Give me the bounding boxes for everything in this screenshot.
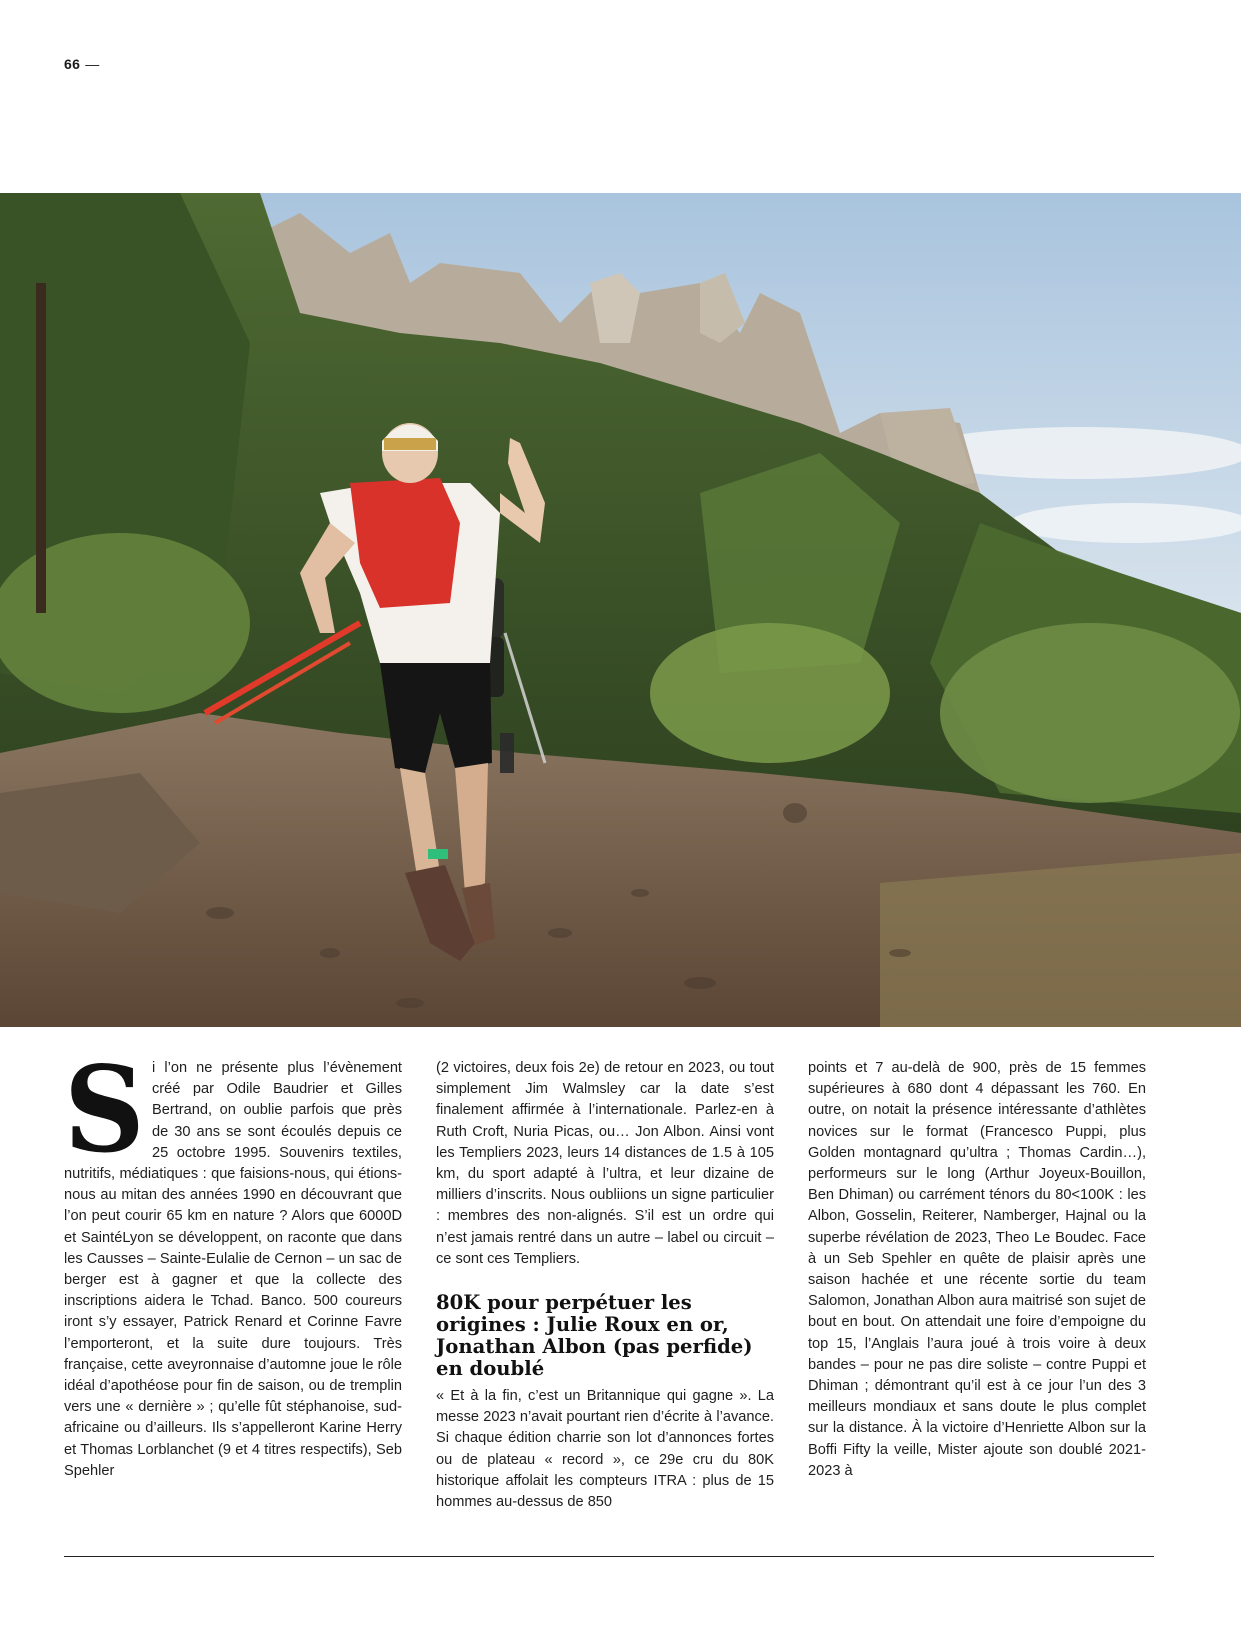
drop-cap: S bbox=[63, 1040, 145, 1179]
column-3 bbox=[808, 1058, 1146, 1482]
trail-runner-photo bbox=[0, 193, 1241, 1027]
page-folio bbox=[64, 56, 100, 72]
intro-text: i l’on ne présente plus l’évènement créé par Odile Baudrier et Gilles Bertrand, on oublie parfois que près de 30 ans se sont écoulés depuis ce 25 octobre 1995. Souvenirs textiles, nutritifs, médiatiques : que faisions-nous, qui étions-nous au mitan des années 1990 en découvrant que l’on peut courir 65 km en nature ? Alors que 6000D et SaintéLyon se développent, on raconte que dans les Causses – Sainte-Eulalie de Cernon – un sac de berger est à gagner et que la collecte des inscriptions aidera le Tchad. Banco. 500 coureurs iront s’y essayer, Patrick Renard et Corinne Favre l’emporteront, et la suite dure toujours. Très française, cette aveyronnaise d’automne joue le rôle idéal d’apothéose pour fin de saison, ou de tremplin vers une « dernière » ; qu’elle fût stéphanoise, sud-africaine ou d’ailleurs. Ils s’appelleront Karine Herry et Thomas Lorblanchet (9 et 4 titres respectifs), Seb Spehler bbox=[64, 1060, 402, 1479]
intro-paragraph bbox=[63, 1040, 402, 1482]
folio-dash: — bbox=[85, 56, 100, 72]
body-paragraph-3: points et 7 au-delà de 900, près de 15 femmes supérieures à 680 dont 4 dépassant les 760. En outre, on notait la présence intéressante d’athlètes novices sur le format (Francesco Puppi, plus Golden montagnard qu’ultra ; Thomas Cardin…), performeurs sur le long (Arthur Joyeux-Bouillon, Ben Dhiman) ou carrément ténors du 80<100K : les Albon, Gosselin, Reiterer, Namberger, Hajnal ou la superbe révélation de 2023, Theo Le Boudec. Face à un Seb Spehler en quête de plaisir après une saison hachée et une récente sortie du team Salomon, Jonathan Albon aura maitrisé son sujet de bout en bout. On attendait une foire d’empoigne du top 15, l’Anglais l’aura joué à trois voire à deux bandes – pour ne pas dire soliste – contre Puppi et Dhiman ; démontrant qu’il est à ce jour l’un des 3 meilleurs mondiaux et sans doute le plus complet sur la distance. À la victoire d’Henriette Albon sur la Boffi Fifty la veille, Mister ajoute son doublé 2021-2023 à bbox=[808, 1060, 1146, 1479]
section-subheading: 80K pour perpétuer les origines : Julie Roux en or, Jonathan Albon (pas perfide) en doublé bbox=[436, 1291, 753, 1381]
page-number: 66 bbox=[64, 56, 81, 72]
column-1 bbox=[63, 1040, 402, 1482]
body-paragraph: (2 victoires, deux fois 2e) de retour en 2023, ou tout simplement Jim Walmsley car la date s’est finalement affirmée à l’internationale. Parlez-en à Ruth Croft, Nuria Picas, ou… Jon Albon. Ainsi vont les Templiers 2023, leurs 14 distances de 1.5 à 105 km, du sport adapté à l’ultra, et leur dizaine de milliers d’inscrits. Nous oubliions un signe particulier : membres des non-alignés. S’il est un ordre qui n’est jamais rentré dans un autre – label ou circuit – ce sont ces Templiers. bbox=[436, 1060, 774, 1267]
bottom-rule bbox=[64, 1556, 1154, 1557]
body-paragraph-2: « Et à la fin, c’est un Britannique qui gagne ». La messe 2023 n’avait pourtant rien d’écrite à l’avance. Si chaque édition charrie son lot d’annonces fortes ou de plateau « record », ce 29e cru du 80K historique affolait les compteurs ITRA : plus de 15 hommes au-dessus de 850 bbox=[436, 1388, 774, 1511]
column-2 bbox=[436, 1058, 774, 1513]
photo-illustration bbox=[0, 193, 1241, 1027]
